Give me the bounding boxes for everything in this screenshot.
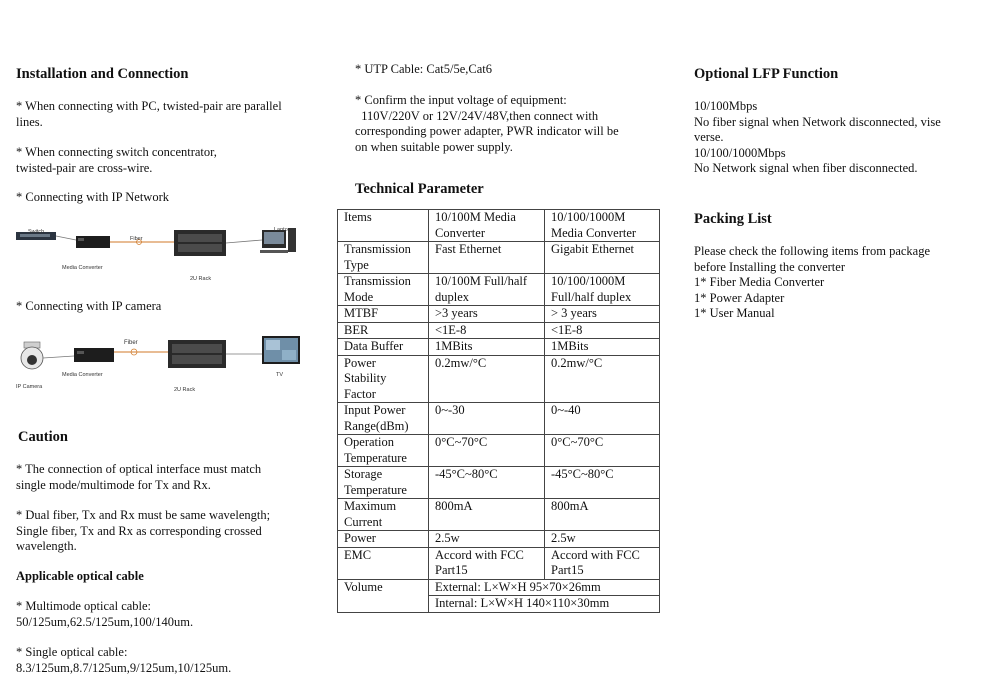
param-name-cell: Maximum Current <box>338 499 429 531</box>
packing-list-text: Please check the following items from package before Installing the converter 1* Fiber Media Converter 1* Power Adapter 1* User Manual <box>694 244 931 320</box>
fast-ethernet-value-cell: 10/100M Media Converter <box>429 210 545 242</box>
fast-ethernet-value-cell: 1MBits <box>429 339 545 356</box>
table-row <box>338 467 660 499</box>
fast-ethernet-value-cell: 800mA <box>429 499 545 531</box>
table-row <box>338 531 660 548</box>
tv-label: TV <box>276 372 284 378</box>
media-converter-icon <box>76 236 110 248</box>
param-name-cell: Power <box>338 531 429 548</box>
laptop-label: Laptop <box>274 227 291 233</box>
technical-parameter-table <box>337 209 660 613</box>
param-name-cell: Operation Temperature <box>338 435 429 467</box>
ip-network-diagram <box>14 218 304 282</box>
fiber-label: Fiber <box>130 236 143 242</box>
gigabit-value-cell: 0.2mw/°C <box>545 355 660 403</box>
param-name-cell: MTBF <box>338 306 429 323</box>
table-row <box>338 547 660 579</box>
fast-ethernet-value-cell: 10/100M Full/half duplex <box>429 274 545 306</box>
table-row <box>338 579 660 596</box>
switch-label: Switch <box>28 229 45 235</box>
switch-connection-text: * When connecting switch concentrator, twisted-pair are cross-wire. <box>16 145 217 175</box>
packing-list-heading: Packing List <box>694 211 772 227</box>
volume-internal-cell: Internal: L×W×H 140×110×30mm <box>429 596 660 613</box>
fiber-label: Fiber <box>124 340 138 346</box>
rack-label: 2U Rack <box>174 387 196 393</box>
param-name-cell: Data Buffer <box>338 339 429 356</box>
installation-heading: Installation and Connection <box>16 66 189 82</box>
gigabit-value-cell: Accord with FCC Part15 <box>545 547 660 579</box>
table-row <box>338 435 660 467</box>
gigabit-value-cell: Gigabit Ethernet <box>545 242 660 274</box>
fast-ethernet-value-cell: 0°C~70°C <box>429 435 545 467</box>
rack-label: 2U Rack <box>190 276 212 282</box>
media-converter-label: Media Converter <box>62 372 103 378</box>
caution-text-2: * Dual fiber, Tx and Rx must be same wavelength; Single fiber, Tx and Rx as corresponding crossed wavelength. <box>16 508 271 553</box>
gigabit-value-cell: 2.5w <box>545 531 660 548</box>
lfp-heading: Optional LFP Function <box>694 66 839 82</box>
fast-ethernet-value-cell: Fast Ethernet <box>429 242 545 274</box>
table-row <box>338 306 660 323</box>
ip-camera-label: IP Camera <box>16 384 43 390</box>
table-row <box>338 355 660 403</box>
single-cable-text: * Single optical cable: 8.3/125um,8.7/125um,9/125um,10/125um. <box>16 645 232 675</box>
fast-ethernet-value-cell: <1E-8 <box>429 322 545 339</box>
multimode-cable-text: * Multimode optical cable: 50/125um,62.5/125um,100/140um. <box>16 599 194 629</box>
param-name-cell: Transmission Type <box>338 242 429 274</box>
optical-cable-heading: Applicable optical cable <box>16 569 144 583</box>
rack-icon <box>174 230 226 256</box>
fast-ethernet-value-cell: >3 years <box>429 306 545 323</box>
param-name-cell: Power Stability Factor <box>338 355 429 403</box>
network-diagram-graphic <box>14 218 304 278</box>
caution-heading: Caution <box>18 429 68 445</box>
table-row <box>338 274 660 306</box>
table-row <box>338 403 660 435</box>
voltage-text: * Confirm the input voltage of equipment: 110V/220V or 12V/24V/48V,then connect with corresponding power adapter, PWR indicator will be on when suitable power supply. <box>355 93 619 154</box>
param-name-cell: Transmission Mode <box>338 274 429 306</box>
param-name-cell: BER <box>338 322 429 339</box>
media-converter-label: Media Converter <box>62 265 103 271</box>
table-row <box>338 322 660 339</box>
fast-ethernet-value-cell: 0.2mw/°C <box>429 355 545 403</box>
media-converter-icon <box>74 348 114 362</box>
volume-external-cell: External: L×W×H 95×70×26mm <box>429 579 660 596</box>
table-row <box>338 499 660 531</box>
ip-network-text: * Connecting with IP Network <box>16 190 169 204</box>
fast-ethernet-value-cell: 0~-30 <box>429 403 545 435</box>
param-name-cell: Volume <box>338 579 429 612</box>
gigabit-value-cell: 10/100/1000M Full/half duplex <box>545 274 660 306</box>
ip-camera-diagram <box>14 330 304 394</box>
gigabit-value-cell: <1E-8 <box>545 322 660 339</box>
technical-parameter-heading: Technical Parameter <box>355 181 484 197</box>
fast-ethernet-value-cell: -45°C~80°C <box>429 467 545 499</box>
caution-text-1: * The connection of optical interface must match single mode/multimode for Tx and Rx. <box>16 462 262 492</box>
gigabit-value-cell: 10/100/1000M Media Converter <box>545 210 660 242</box>
table-row <box>338 339 660 356</box>
ip-camera-text: * Connecting with IP camera <box>16 299 162 313</box>
table-row <box>338 210 660 242</box>
pc-connection-text: * When connecting with PC, twisted-pair are parallel lines. <box>16 99 282 129</box>
param-name-cell: EMC <box>338 547 429 579</box>
param-name-cell: Input Power Range(dBm) <box>338 403 429 435</box>
camera-diagram-graphic <box>14 330 304 394</box>
gigabit-value-cell: 800mA <box>545 499 660 531</box>
utp-cable-text: * UTP Cable: Cat5/5e,Cat6 <box>355 62 493 76</box>
fast-ethernet-value-cell: Accord with FCC Part15 <box>429 547 545 579</box>
gigabit-value-cell: 1MBits <box>545 339 660 356</box>
gigabit-value-cell: 0~-40 <box>545 403 660 435</box>
gigabit-value-cell: > 3 years <box>545 306 660 323</box>
table-row <box>338 242 660 274</box>
gigabit-value-cell: -45°C~80°C <box>545 467 660 499</box>
gigabit-value-cell: 0°C~70°C <box>545 435 660 467</box>
lfp-text: 10/100Mbps No fiber signal when Network disconnected, vise verse. 10/100/1000Mbps No Network signal when fiber disconnected. <box>694 99 941 175</box>
param-name-cell: Items <box>338 210 429 242</box>
fast-ethernet-value-cell: 2.5w <box>429 531 545 548</box>
param-name-cell: Storage Temperature <box>338 467 429 499</box>
